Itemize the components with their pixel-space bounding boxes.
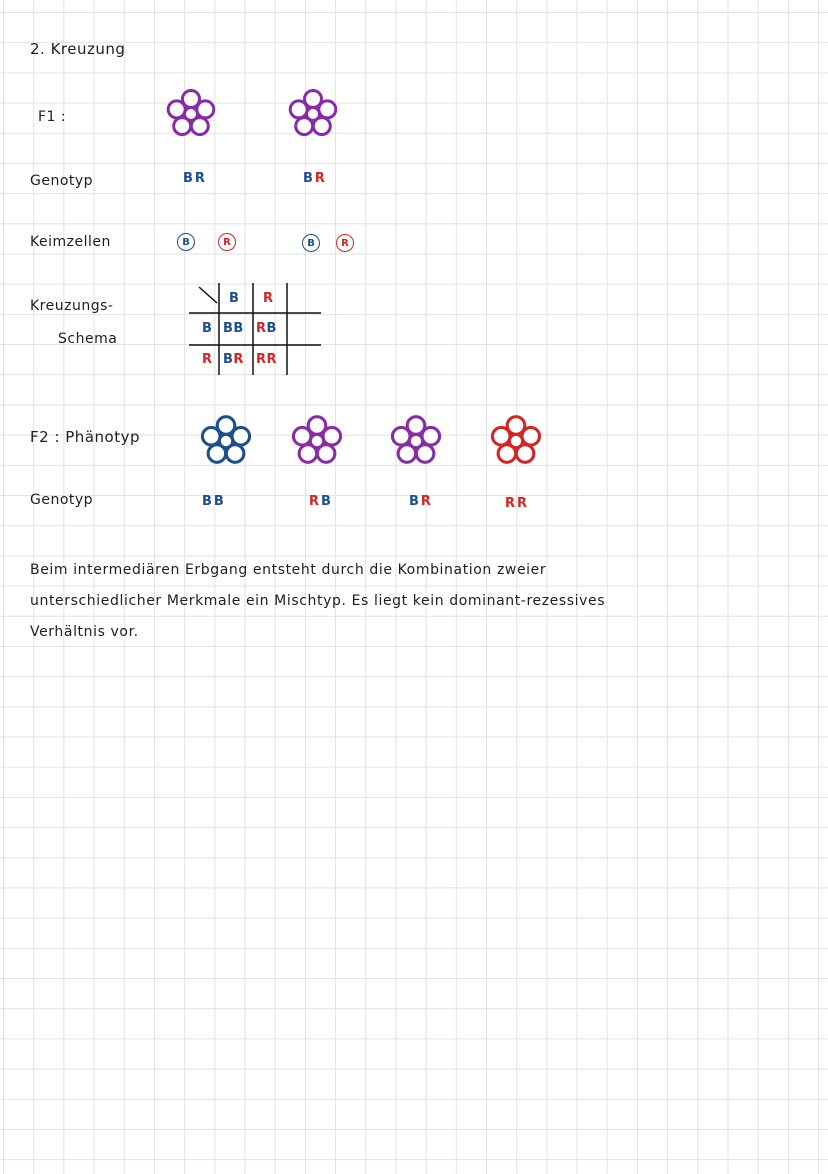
red-flower-icon bbox=[485, 410, 547, 472]
f1-genotype: BR bbox=[183, 171, 207, 186]
explanation-paragraph bbox=[30, 555, 820, 648]
punnett-row-gamete-b: B bbox=[202, 321, 213, 336]
f2-genotype: RR bbox=[505, 496, 530, 511]
f2-genotype: RB bbox=[309, 494, 333, 509]
punnett-cell-br: BR bbox=[223, 352, 244, 367]
gamete-r: R bbox=[218, 233, 236, 251]
f1-genotype: BR bbox=[303, 171, 327, 186]
purple-flower-icon bbox=[161, 84, 221, 144]
gamete-b: B bbox=[177, 233, 195, 251]
punnett-cell-rr: RR bbox=[256, 352, 278, 367]
purple-flower-icon bbox=[286, 410, 348, 472]
paragraph-line: Beim intermediären Erbgang entsteht durch die Kombination zweier bbox=[30, 562, 547, 578]
f2-phenotype-label: F2 : Phänotyp bbox=[30, 428, 140, 446]
paragraph-line: Verhältnis vor. bbox=[30, 624, 139, 640]
page-title: 2. Kreuzung bbox=[30, 40, 126, 58]
punnett-square bbox=[189, 283, 321, 375]
punnett-row-gamete-r: R bbox=[202, 352, 213, 367]
paragraph-line: unterschiedlicher Merkmale ein Mischtyp. Es liegt kein dominant-rezessives bbox=[30, 593, 606, 609]
f2-genotype: BR bbox=[409, 494, 433, 509]
punnett-header-b: B bbox=[229, 291, 240, 306]
f1-label: F1 : bbox=[38, 109, 67, 125]
genotype-label-f2: Genotyp bbox=[30, 492, 94, 508]
genotype-label-f1: Genotyp bbox=[30, 173, 94, 189]
punnett-label-line1: Kreuzungs- bbox=[30, 298, 114, 314]
blue-flower-icon bbox=[195, 410, 257, 472]
punnett-cell-bb: BB bbox=[223, 321, 244, 336]
f2-genotype: BB bbox=[202, 494, 226, 509]
punnett-header-r: R bbox=[263, 291, 274, 306]
gametes-label: Keimzellen bbox=[30, 234, 111, 250]
gamete-b: B bbox=[302, 234, 320, 252]
gamete-r: R bbox=[336, 234, 354, 252]
punnett-cell-rb: RB bbox=[256, 321, 277, 336]
purple-flower-icon bbox=[283, 84, 343, 144]
punnett-label-line2: Schema bbox=[58, 331, 118, 347]
purple-flower-icon bbox=[385, 410, 447, 472]
